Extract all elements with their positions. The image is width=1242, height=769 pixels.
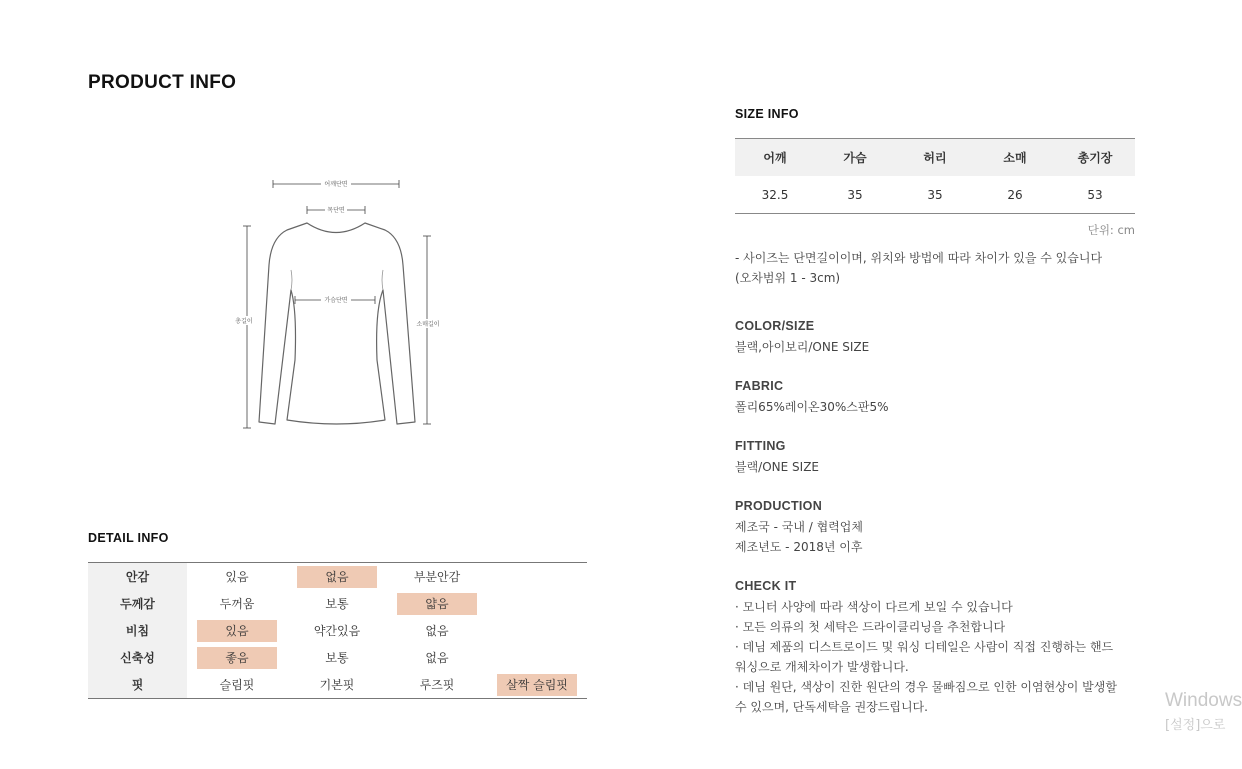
windows-activation-subtext: [설정]으로	[1165, 718, 1226, 733]
detail-option-cell	[387, 563, 487, 590]
detail-option: 약간있음	[313, 624, 361, 638]
detail-option-cell	[387, 671, 487, 698]
size-value: 32.5	[761, 187, 789, 202]
size-header: 소매	[1003, 151, 1027, 165]
detail-row	[88, 617, 587, 644]
label-chest: 가슴단면	[324, 297, 348, 304]
detail-option	[497, 647, 577, 669]
detail-option: 슬림핏	[219, 678, 255, 692]
size-value: 26	[1007, 187, 1023, 202]
size-note	[735, 248, 1135, 288]
fitting-heading: FITTING	[735, 439, 786, 453]
color-size-text: 블랙,아이보리/ONE SIZE	[735, 340, 870, 354]
size-value: 35	[847, 187, 863, 202]
detail-option-cell	[287, 671, 387, 698]
size-header: 가슴	[843, 151, 867, 165]
detail-row	[88, 563, 587, 590]
detail-option: 보통	[325, 597, 349, 611]
page-title: PRODUCT INFO	[88, 72, 237, 93]
detail-row	[88, 644, 587, 671]
size-header: 총기장	[1077, 151, 1113, 165]
check-heading: CHECK IT	[735, 579, 797, 593]
size-header: 허리	[923, 151, 947, 165]
detail-option	[497, 593, 577, 615]
detail-row	[88, 590, 587, 617]
detail-row-label: 안감	[88, 563, 187, 590]
check-line: 수 있으며, 단독세탁을 권장드립니다.	[735, 700, 928, 714]
detail-option: 두꺼움	[219, 597, 255, 611]
detail-option: 부분안감	[413, 570, 461, 584]
size-note-line: (오차범위 1 - 3cm)	[735, 271, 841, 285]
detail-option-cell	[487, 671, 587, 698]
detail-option-selected: 좋음	[197, 647, 277, 669]
detail-info-table	[88, 562, 587, 699]
detail-option-cell	[487, 563, 587, 590]
fabric-heading: FABRIC	[735, 379, 784, 393]
detail-option-cell	[487, 617, 587, 644]
production-heading: PRODUCTION	[735, 499, 823, 513]
fabric-text: 폴리65%레이온30%스판5%	[735, 400, 889, 414]
detail-info-title: DETAIL INFO	[88, 531, 169, 545]
detail-option	[497, 620, 577, 642]
size-note-line: - 사이즈는 단면길이이며, 위치와 방법에 따라 차이가 있을 수 있습니다	[735, 251, 1103, 265]
size-value: 53	[1087, 187, 1103, 202]
detail-option: 기본핏	[319, 678, 355, 692]
size-header-row	[735, 139, 1135, 176]
detail-option-selected: 얇음	[397, 593, 477, 615]
fitting-text: 블랙/ONE SIZE	[735, 460, 820, 474]
garment-illustration	[225, 170, 455, 440]
detail-option-cell	[287, 644, 387, 671]
detail-option-cell	[487, 644, 587, 671]
label-sleeve: 소매길이	[416, 321, 440, 328]
detail-option-cell	[187, 617, 287, 644]
detail-option-cell	[387, 590, 487, 617]
detail-row-label: 핏	[88, 671, 187, 698]
detail-option-cell	[387, 644, 487, 671]
detail-option-selected: 없음	[297, 566, 377, 588]
size-unit: 단위: cm	[1087, 223, 1135, 237]
detail-option: 없음	[425, 651, 449, 665]
detail-option-cell	[187, 590, 287, 617]
check-text	[735, 597, 1135, 717]
check-line: 워싱으로 개체차이가 발생합니다.	[735, 660, 909, 674]
color-size-heading: COLOR/SIZE	[735, 319, 815, 333]
detail-row-label: 비침	[88, 617, 187, 644]
detail-row	[88, 671, 587, 698]
label-shoulder: 어깨단면	[324, 181, 348, 188]
detail-option-cell	[187, 563, 287, 590]
detail-option-cell	[287, 563, 387, 590]
detail-option-selected: 있음	[197, 620, 277, 642]
detail-option: 있음	[225, 570, 249, 584]
size-info-title: SIZE INFO	[735, 107, 799, 121]
detail-option-cell	[187, 671, 287, 698]
label-neck: 목단면	[327, 207, 345, 214]
detail-option-selected: 살짝 슬림핏	[497, 674, 577, 696]
detail-option-cell	[487, 590, 587, 617]
check-line: · 데님 제품의 디스트로이드 및 워싱 디테일은 사람이 직접 진행하는 핸드	[735, 640, 1114, 654]
detail-option-cell	[387, 617, 487, 644]
size-value-row	[735, 176, 1135, 213]
detail-option-cell	[187, 644, 287, 671]
size-value: 35	[927, 187, 943, 202]
check-line: · 모니터 사양에 따라 색상이 다르게 보일 수 있습니다	[735, 600, 1013, 614]
production-line: 제조국 - 국내 / 협력업체	[735, 520, 863, 534]
detail-row-label: 신축성	[88, 644, 187, 671]
detail-row-label: 두께감	[88, 590, 187, 617]
production-text	[735, 517, 1135, 557]
detail-option: 보통	[325, 651, 349, 665]
production-line: 제조년도 - 2018년 이후	[735, 540, 863, 554]
label-length: 총길이	[235, 318, 253, 325]
detail-option: 루즈핏	[419, 678, 455, 692]
detail-option	[497, 566, 577, 588]
windows-activation-watermark: Windows	[1165, 690, 1242, 711]
detail-option-cell	[287, 590, 387, 617]
check-line: · 데님 원단, 색상이 진한 원단의 경우 물빠짐으로 인한 이염현상이 발생할	[735, 680, 1117, 694]
size-info-table	[735, 138, 1135, 214]
size-diagram	[225, 170, 455, 440]
detail-option: 없음	[425, 624, 449, 638]
size-header: 어깨	[763, 151, 787, 165]
detail-option-cell	[287, 617, 387, 644]
check-line: · 모든 의류의 첫 세탁은 드라이클리닝을 추천합니다	[735, 620, 1006, 634]
